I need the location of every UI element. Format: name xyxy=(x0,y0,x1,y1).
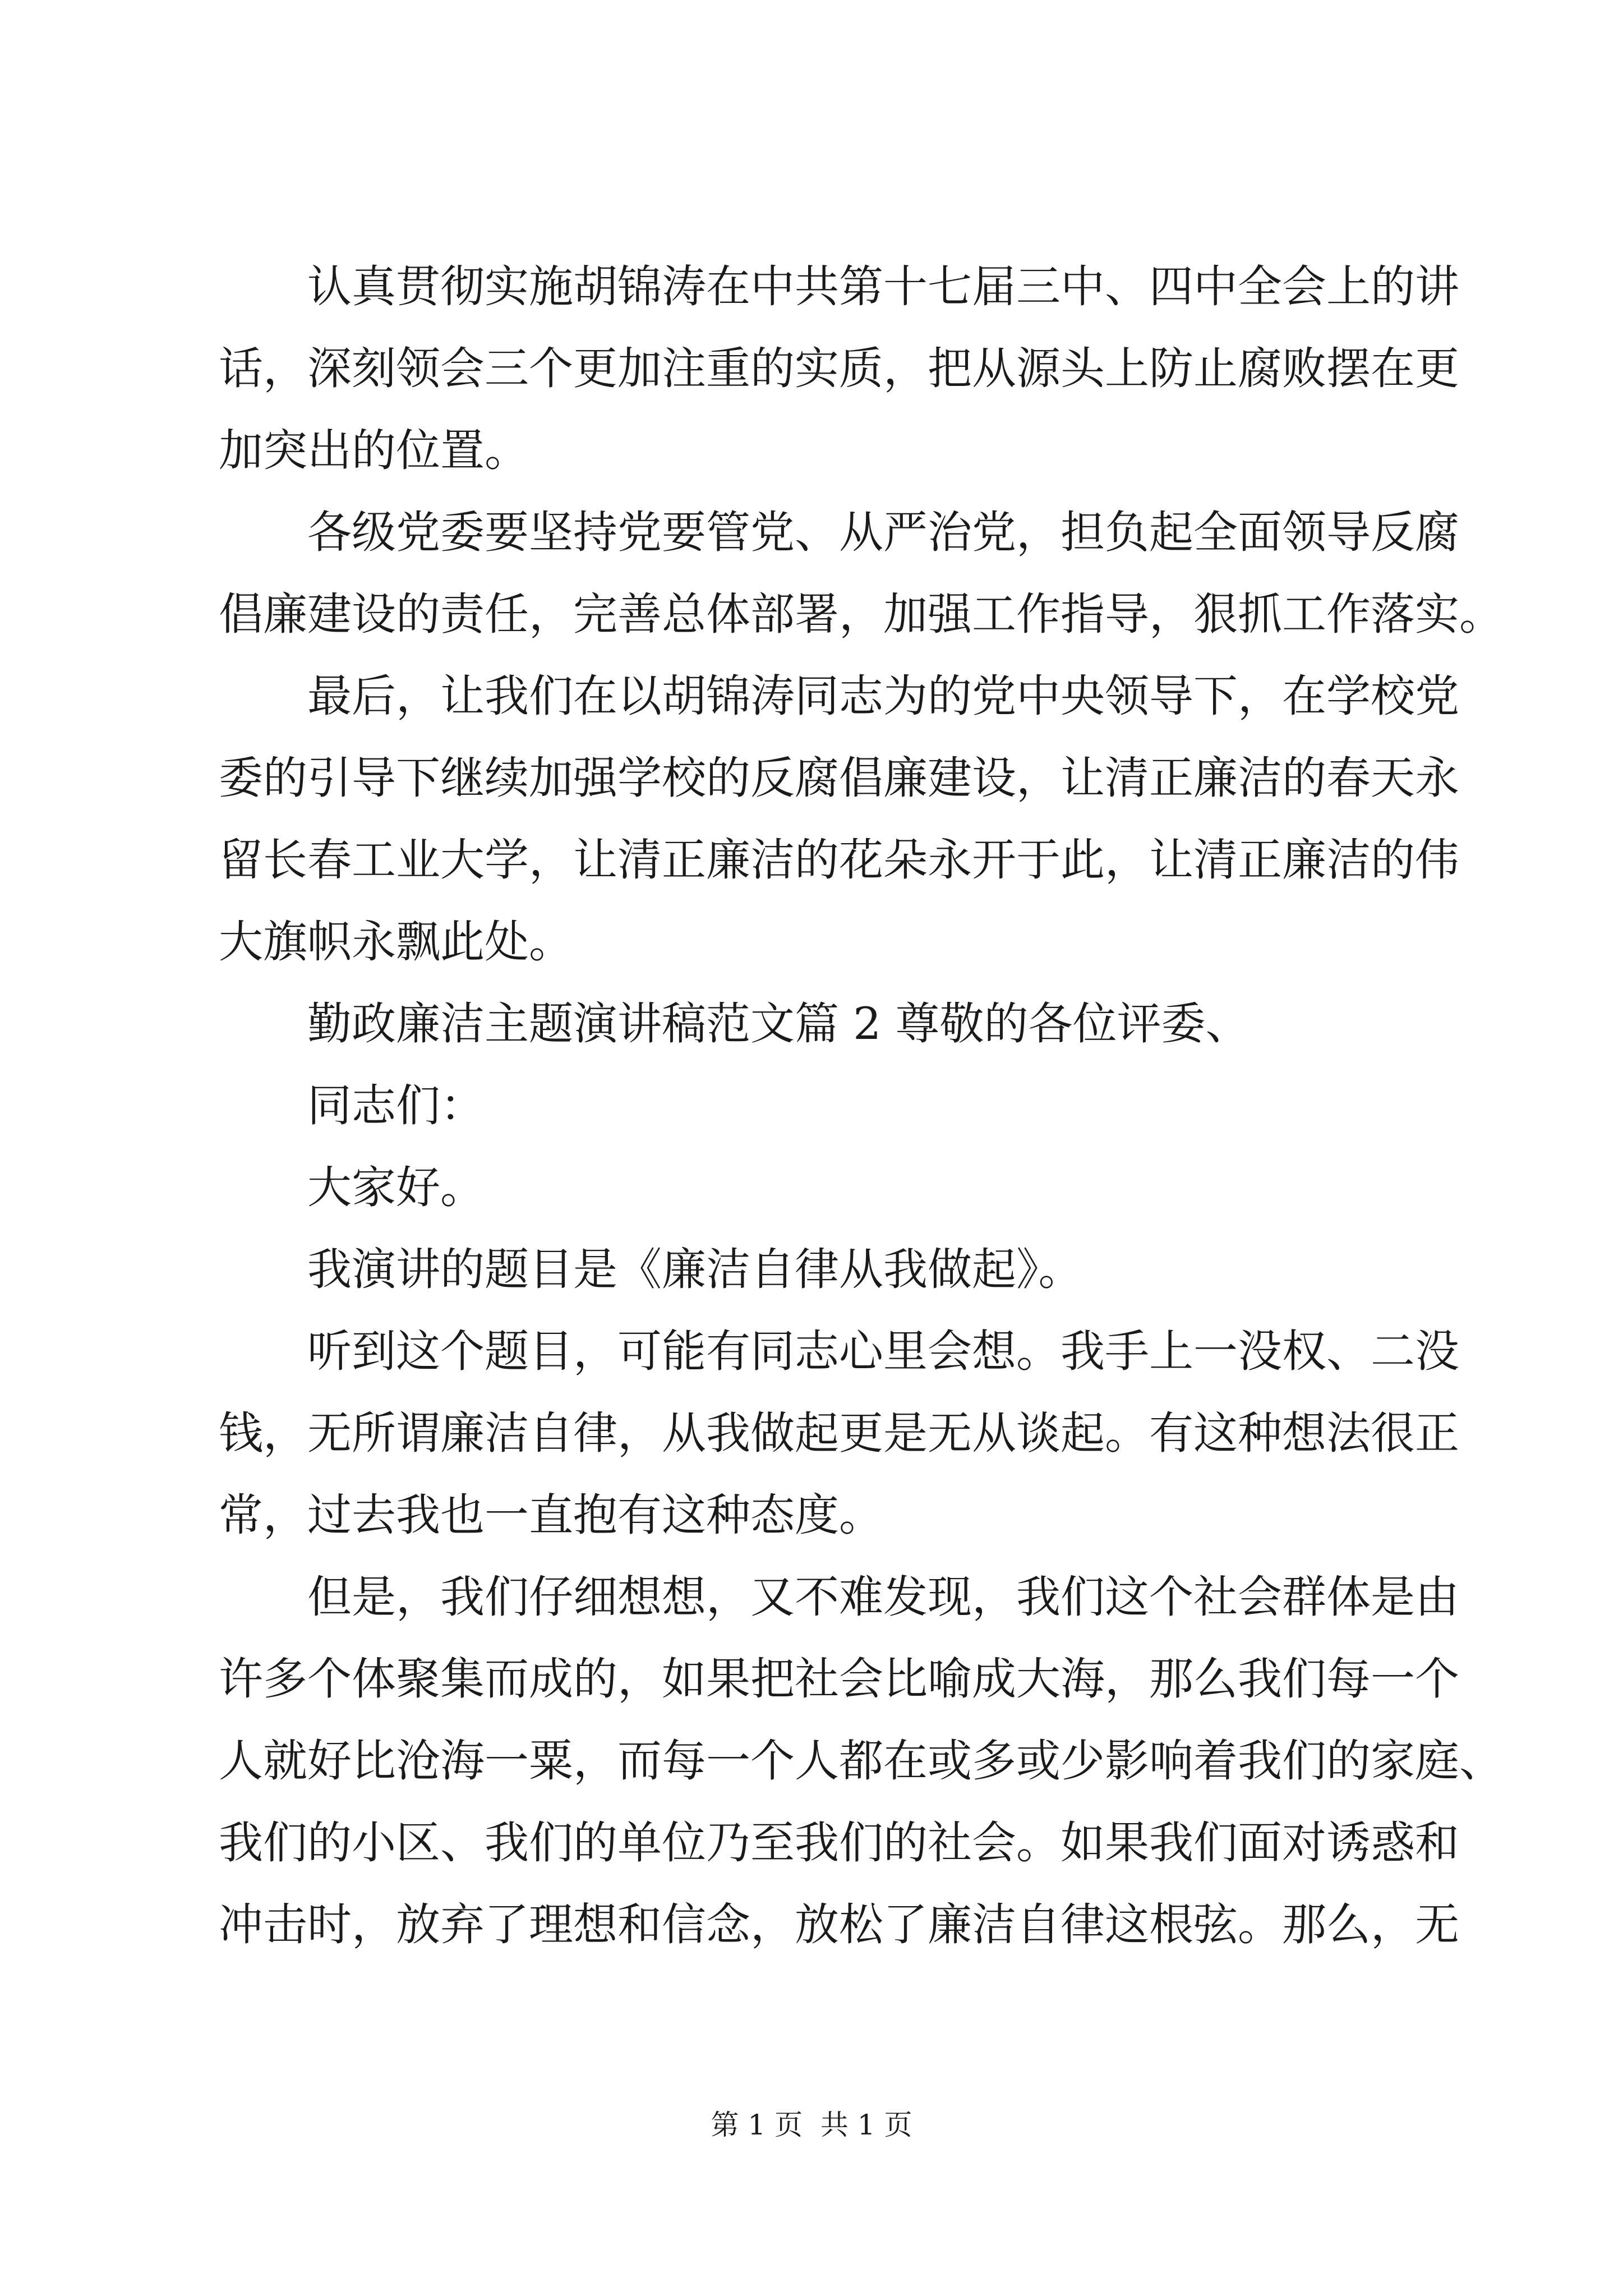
paragraph-line: 加突出的位置。 xyxy=(219,425,529,476)
paragraph-line: 同志们： xyxy=(307,1080,485,1131)
paragraph xyxy=(219,246,1459,491)
paragraph-line: 冲击时，放弃了理想和信念，放松了廉洁自律这根弦。那么，无 xyxy=(219,1899,1459,1950)
paragraph xyxy=(219,491,1504,655)
paragraph-line: 话，深刻领会三个更加注重的实质，把从源头上防止腐败摆在更 xyxy=(219,343,1459,394)
paragraph-line: 大家好。 xyxy=(307,1162,485,1213)
paragraph xyxy=(219,1228,1424,1310)
paragraph xyxy=(219,1065,1424,1147)
paragraph-line: 听到这个题目，可能有同志心里会想。我手上一没权、二没 xyxy=(307,1326,1459,1377)
paragraph-line: 倡廉建设的责任，完善总体部署，加强工作指导，狠抓工作落实。 xyxy=(219,588,1504,640)
paragraph-line: 大旗帜永飘此处。 xyxy=(219,916,573,968)
paragraph-line: 许多个体聚集而成的，如果把社会比喻成大海，那么我们每一个 xyxy=(219,1653,1459,1705)
paragraph-line: 我演讲的题目是《廉洁自律从我做起》。 xyxy=(307,1244,1083,1295)
paragraph xyxy=(219,1310,1459,1556)
paragraph-line: 钱，无所谓廉洁自律，从我做起更是无从谈起。有这种想法很正 xyxy=(219,1407,1459,1459)
paragraph xyxy=(219,655,1459,983)
paragraph-line: 但是，我们仔细想想，又不难发现，我们这个社会群体是由 xyxy=(307,1571,1459,1623)
paragraph-line: 人就好比沧海一粟，而每一个人都在或多或少影响着我们的家庭、 xyxy=(219,1735,1504,1787)
paragraph xyxy=(219,1147,1424,1228)
paragraph xyxy=(219,983,1424,1065)
paragraph-line: 最后，让我们在以胡锦涛同志为的党中央领导下，在学校党 xyxy=(307,670,1459,722)
paragraph-line: 留长春工业大学，让清正廉洁的花朵永开于此，让清正廉洁的伟 xyxy=(219,834,1459,886)
paragraph-line: 认真贯彻实施胡锦涛在中共第十七届三中、四中全会上的讲 xyxy=(307,261,1459,312)
paragraph-line: 各级党委要坚持党要管党、从严治党，担负起全面领导反腐 xyxy=(307,507,1459,558)
document-body xyxy=(219,246,1504,1966)
paragraph-line: 我们的小区、我们的单位乃至我们的社会。如果我们面对诱惑和 xyxy=(219,1817,1459,1869)
paragraph-line: 常，过去我也一直抱有这种态度。 xyxy=(219,1489,883,1541)
paragraph-line: 委的引导下继续加强学校的反腐倡廉建设，让清正廉洁的春天永 xyxy=(219,752,1459,804)
page-footer: 第 1 页 共 1 页 xyxy=(711,2109,912,2141)
paragraph-line: 勤政廉洁主题演讲稿范文篇 2 尊敬的各位评委、 xyxy=(307,998,1250,1050)
paragraph xyxy=(219,1556,1504,1966)
